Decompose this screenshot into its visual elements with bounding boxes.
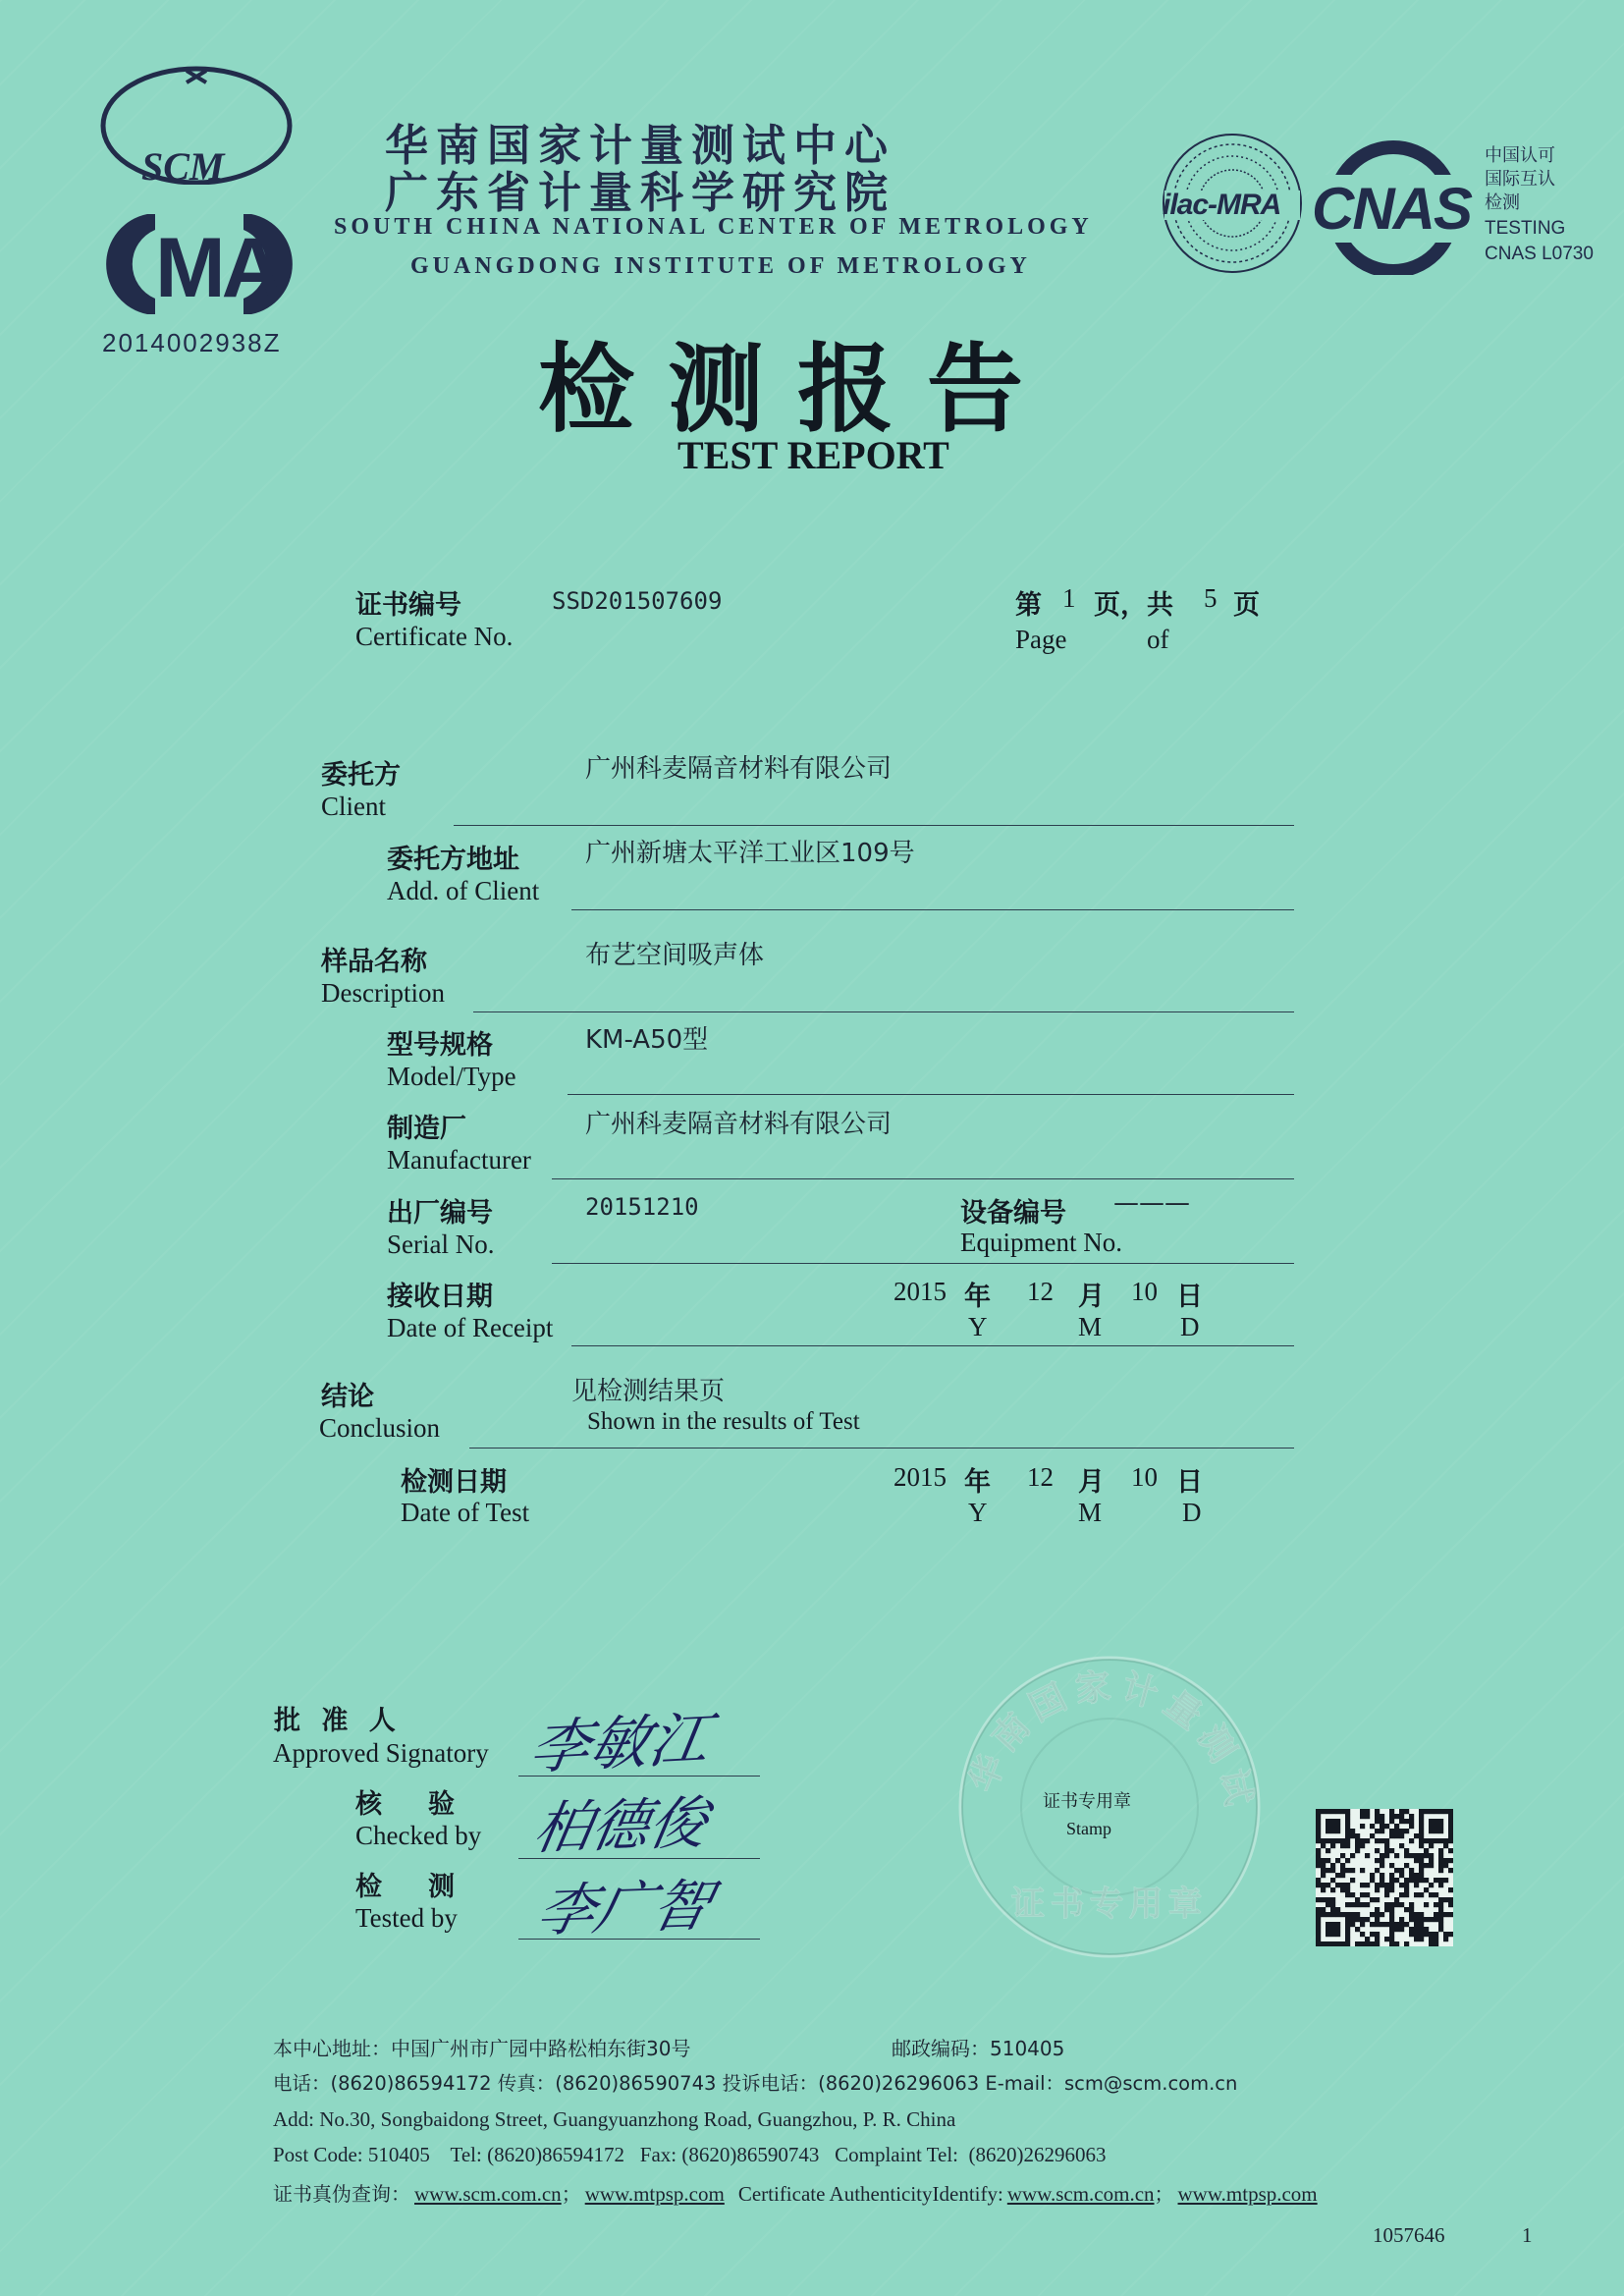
certificate-number: SSD201507609 — [552, 587, 723, 615]
conclusion-value-cn: 见检测结果页 — [571, 1377, 726, 1406]
page-label-en: Page — [1015, 625, 1067, 654]
org-name-cn-1: 华南国家计量测试中心 — [385, 121, 895, 171]
org-name-en-1: SOUTH CHINA NATIONAL CENTER OF METROLOGY — [334, 214, 1093, 240]
page-prefix: 第 — [1015, 590, 1042, 621]
receipt-m-label: M — [1078, 1312, 1103, 1341]
cnas-en-2: CNAS L0730 — [1485, 244, 1594, 264]
verify-label-en: Certificate AuthenticityIdentify: — [737, 2182, 1003, 2206]
serial-value: 20151210 — [585, 1193, 699, 1221]
cma-logo-text: MA — [155, 221, 279, 315]
cma-number: 2014002938Z — [102, 328, 282, 357]
verify-link-mtpsp-2[interactable]: www.mtpsp.com — [1177, 2182, 1318, 2206]
receipt-month-unit: 月 — [1078, 1282, 1105, 1312]
manufacturer-value: 广州科麦隔音材料有限公司 — [585, 1110, 893, 1139]
client-address-label-en: Add. of Client — [387, 876, 540, 905]
page-total: 5 — [1204, 583, 1218, 613]
certificate-label-en: Certificate No. — [355, 622, 514, 651]
footer-postcode-en: Post Code: 510405 Tel: (8620)86594172 Fax: (8620)86590743 Complaint Tel: (8620)26296063 — [273, 2143, 1107, 2166]
client-underline — [454, 825, 1294, 826]
description-label-en: Description — [321, 978, 445, 1008]
test-day-unit: 日 — [1176, 1467, 1203, 1498]
test-month: 12 — [1027, 1462, 1054, 1492]
checked-label-en: Checked by — [355, 1821, 482, 1850]
verify-separator-1: ； — [561, 2182, 581, 2206]
manufacturer-label-cn: 制造厂 — [387, 1114, 466, 1144]
manufacturer-label-en: Manufacturer — [387, 1145, 531, 1175]
receipt-month: 12 — [1027, 1277, 1054, 1306]
page-number: 1 — [1062, 583, 1076, 613]
receipt-year-unit: 年 — [964, 1282, 991, 1312]
receipt-date-label-cn: 接收日期 — [387, 1282, 493, 1312]
cnas-text: CNAS — [1312, 176, 1472, 242]
checked-underline — [518, 1858, 760, 1859]
qr-code — [1316, 1809, 1453, 1946]
stamp-label-en: Stamp — [1066, 1819, 1112, 1838]
model-underline — [568, 1094, 1294, 1095]
certificate-label-cn: 证书编号 — [355, 590, 461, 621]
of-label-en: of — [1147, 625, 1169, 654]
footer-verify-line — [273, 2178, 1318, 2207]
verify-link-scm-2[interactable]: www.scm.com.cn — [1006, 2182, 1155, 2206]
client-value: 广州科麦隔音材料有限公司 — [585, 754, 893, 784]
cma-logo — [96, 206, 302, 322]
equipment-label-cn: 设备编号 — [960, 1198, 1066, 1229]
page-middle: 页，共 — [1094, 590, 1173, 621]
conclusion-label-cn: 结论 — [321, 1382, 374, 1412]
checked-label-cn: 核 验 — [355, 1789, 455, 1820]
receipt-day: 10 — [1131, 1277, 1158, 1306]
verify-link-mtpsp[interactable]: www.mtpsp.com — [584, 2182, 725, 2206]
serial-label-en: Serial No. — [387, 1230, 495, 1259]
scm-logo-text: SCM — [141, 144, 225, 189]
tested-underline — [518, 1939, 760, 1940]
qr-code-icon — [1316, 1809, 1453, 1946]
verify-label-cn: 证书真伪查询： — [273, 2182, 410, 2206]
conclusion-label-en: Conclusion — [319, 1413, 441, 1443]
cnas-logo — [1310, 137, 1477, 275]
org-name-en-2: GUANGDONG INSTITUTE OF METROLOGY — [410, 253, 1031, 279]
page-suffix: 页 — [1233, 590, 1260, 621]
stamp-label-cn: 证书专用章 — [1043, 1791, 1131, 1812]
test-d-label: D — [1182, 1498, 1202, 1527]
receipt-year: 2015 — [893, 1277, 947, 1306]
client-address-underline — [571, 909, 1294, 910]
test-y-label: Y — [968, 1498, 988, 1527]
model-label-en: Model/Type — [387, 1062, 516, 1091]
stamp-center-text: 证书专用章 — [1011, 1885, 1208, 1924]
checked-signature: 柏德俊 — [528, 1788, 713, 1863]
approved-label-cn: 批 准 人 — [274, 1706, 402, 1736]
description-underline — [473, 1011, 1294, 1012]
title-en: TEST REPORT — [677, 433, 949, 477]
footer-address-cn: 本中心地址：中国广州市广园中路松柏东街30号 — [273, 2037, 691, 2060]
conclusion-underline — [469, 1448, 1294, 1449]
tested-signature: 李广智 — [530, 1871, 718, 1945]
serial-underline — [552, 1263, 1294, 1264]
receipt-date-label-en: Date of Receipt — [387, 1313, 554, 1342]
test-year: 2015 — [893, 1462, 947, 1492]
description-value: 布艺空间吸声体 — [585, 941, 765, 970]
verify-link-scm[interactable]: www.scm.com.cn — [414, 2182, 562, 2206]
verify-separator-2: ； — [1154, 2182, 1174, 2206]
test-month-unit: 月 — [1078, 1467, 1105, 1498]
client-label-cn: 委托方 — [321, 760, 401, 791]
equipment-label-en: Equipment No. — [960, 1228, 1122, 1257]
footer-phones-cn: 电话：(8620)86594172 传真：(8620)86590743 投诉电话：(8620)26296063 E-mail：scm@scm.com.cn — [273, 2072, 1238, 2095]
cnas-cn-3: 检测 — [1485, 192, 1520, 213]
client-label-en: Client — [321, 792, 386, 821]
footer-address-en: Add: No.30, Songbaidong Street, Guangyuanzhong Road, Guangzhou, P. R. China — [273, 2107, 956, 2131]
cnas-cn-1: 中国认可 — [1485, 145, 1555, 166]
ilac-mra-logo — [1161, 132, 1304, 275]
equipment-value: ——— — [1113, 1188, 1190, 1218]
cnas-en-1: TESTING — [1485, 218, 1566, 239]
client-address-value: 广州新塘太平洋工业区109号 — [585, 839, 915, 868]
test-m-label: M — [1078, 1498, 1103, 1527]
conclusion-value-en: Shown in the results of Test — [587, 1408, 860, 1435]
receipt-d-label: D — [1180, 1312, 1200, 1341]
footer-postcode-cn: 邮政编码：510405 — [892, 2037, 1065, 2060]
test-date-label-en: Date of Test — [401, 1498, 530, 1527]
document-serial-number: 1057646 — [1373, 2223, 1445, 2247]
stamp-ring-text: 华南国家计量测试 — [962, 1666, 1261, 1817]
client-address-label-cn: 委托方地址 — [387, 845, 519, 875]
approved-label-en: Approved Signatory — [273, 1738, 489, 1768]
approved-signature: 李敏江 — [524, 1705, 715, 1783]
copy-number: 1 — [1522, 2223, 1533, 2247]
tested-label-cn: 检 测 — [355, 1872, 455, 1902]
receipt-y-label: Y — [968, 1312, 988, 1341]
org-name-cn-2: 广东省计量科学研究院 — [385, 168, 895, 218]
cnas-cn-2: 国际互认 — [1485, 169, 1555, 190]
model-label-cn: 型号规格 — [387, 1030, 493, 1061]
serial-label-cn: 出厂编号 — [387, 1198, 493, 1229]
approved-underline — [518, 1776, 760, 1777]
description-label-cn: 样品名称 — [321, 947, 427, 977]
title-cn: 检测报告 — [538, 333, 1057, 446]
receipt-underline — [571, 1345, 1294, 1346]
test-date-label-cn: 检测日期 — [401, 1467, 507, 1498]
test-day: 10 — [1131, 1462, 1158, 1492]
tested-label-en: Tested by — [355, 1903, 458, 1933]
model-value: KM-A50型 — [585, 1025, 709, 1055]
receipt-day-unit: 日 — [1176, 1282, 1203, 1312]
ilac-mra-text: ilac-MRA — [1163, 189, 1281, 221]
manufacturer-underline — [552, 1178, 1294, 1179]
scm-logo — [98, 57, 295, 189]
test-year-unit: 年 — [964, 1467, 991, 1498]
